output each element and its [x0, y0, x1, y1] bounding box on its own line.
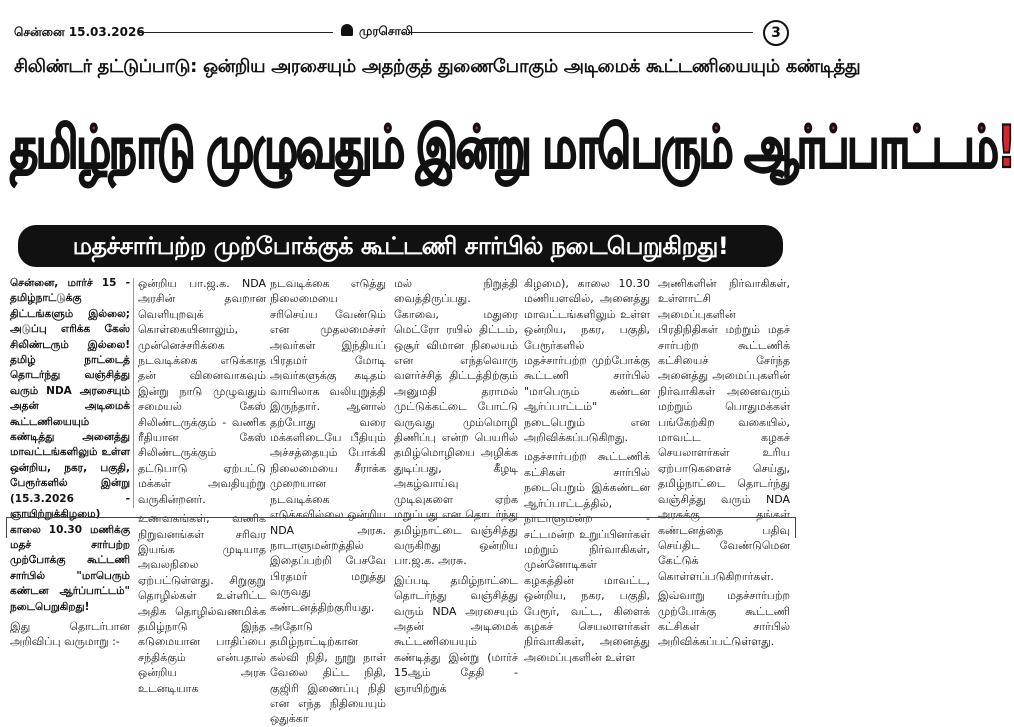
edition-date: சென்னை 15.03.2026: [14, 25, 145, 39]
sun-emblem-icon: [341, 24, 353, 36]
article-column-6: [658, 276, 790, 649]
article-column-3: [270, 276, 386, 726]
paragraph: அதோடு தமிழ்நாட்டிற்கான கல்வி நிதி, நூறு நாள் வேலை திட்ட நிதி, குஜிரி இணைப்பு நிதி என எந்த நிதியையும் ஒதுக்கா: [270, 619, 386, 726]
article-column-5: [524, 276, 650, 664]
header-rule-left: [138, 32, 333, 33]
page-header: [8, 20, 792, 42]
column-divider: [133, 278, 134, 508]
article-column-4: [394, 276, 518, 695]
paragraph: இது தொடர்பான அறிவிப்பு வருமாறு :-: [10, 619, 130, 649]
paragraph: உணவகங்கள், வணிக நிறுவனங்கள் சரிவர இயங்க முடியாத அவலநிலை ஏற்பட்டுள்ளது. சிறுகுறு தொழில்கள் உள்ளிட்ட அதிக தொழில்வணமிக்க தமிழ்நாடு இந்த கடுமையான பாதிப்பை சந்திக்கும் என்பதால் ஒன்றிய அரசு உடனடியாக: [138, 512, 266, 695]
paragraph: அணிகளின் நிர்வாகிகள், உள்ளாட்சி அமைப்புகளின் பிரதிநிதிகள் மற்றும் மதச் சார்பற்ற கூட்டணிக் கட்சியைச் சேர்ந்த அனைத்து அமைப்புகளின் நிர்வாகிகள் அனைவரும் மற்றும் பொதுமக்கள் பங்கேற்கிற வகையில், மாவட்ட கழகச் செயலாளர்கள் உரிய ஏற்பாடுகளைச் செய்து, தமிழ்நாட்டை தொடர்ந்து வஞ்சித்து வரும் NDA அரசுக்கு தங்கள் கண்டனத்தை பதிவு செய்திட வேண்டுமென கேட்டுக் கொள்ளப்படுகிறார்கள்.: [658, 277, 790, 583]
paragraph: ஒன்றிய பா.ஜ.க. NDA அரசின் தவறான வெளியுறவுக் கொள்கையினாலும், முன்னெச்சரிக்கை நடவடிக்கை எடுக்காத தன் வினைவாகவும் இன்று நாடு முழுவதும் சமையல் கேஸ் சிலிண்டருக்கும் - வணிக ரீதியான கேஸ் சிலிண்டருக்கும் தட்டுபாடு ஏற்பட்டு மக்கள் அவதியுற்று வருகின்றனர்.: [138, 277, 266, 506]
article-column-1: [10, 276, 130, 649]
paragraph: இவ்வாறு மதச்சார்பற்ற முற்போக்கு கூட்டணி கட்சிகள் சார்பில் அறிவிக்கப்பட்டுள்ளது.: [658, 589, 790, 649]
paragraph: மல் நிறுத்தி வைத்திருப்பது. கோவை, மதுரை மெட்ரோ ரயில் திட்டம், ஒசூர் விமான நிலையம் என எந்தவொரு வளர்ச்சித் திட்டத்திற்கும் அனுமதி தராமல் முட்டுக்கட்டை போட்டு வருவது மும்மொழி திணிப்பு என்ற பெயரில் தமிழ்மொழியை அழிக்க துடிப்பது, கீழடி அகழ்வாய்வு முடிவுகளை ஏற்க மறுப்பது என தொடர்ந்து தமிழ்நாட்டை வஞ்சித்து வருகிறது ஒன்றிய பா.ஜ.க. அரசு.: [394, 277, 518, 568]
brand-name: முரசொலி: [359, 24, 413, 38]
page-number: 3: [763, 20, 789, 46]
lead-paragraph: சென்னை, மார்ச் 15 - தமிழ்நாட்டுக்கு திட்டங்களும் இல்லை; அடுப்பு எரிக்க கேஸ் சிலிண்டரும் இல்லை! தமிழ் நாட்டைத் தொடர்ந்து வஞ்சித்து வரும் NDA அரசையும் அதன் அடிமைக் கூட்டணியையும் கண்டித்து அனைத்து மாவட்டங்களிலும் உள்ள ஒன்றிய, நகர, பகுதி, பேரூர்களில் இன்று (15.3.2026 - ஞாயிற்றுக்கிழமை) காலை 10.30 மணிக்கு மதச் சார்பற்ற முற்போக்கு கூட்டணி சார்பில் "மாபெரும் கண்டன ஆர்ப்பாட்டம்" நடைபெறுகிறது!: [10, 277, 130, 613]
article-body: [8, 276, 792, 726]
subhead-banner: மதச்சார்பற்ற முற்போக்குக் கூட்டணி சார்பில் நடைபெறுகிறது!: [18, 225, 783, 267]
paragraph: இப்படி தமிழ்நாட்டை தொடர்ந்து வஞ்சித்து வரும் NDA அரசையும் அதன் அடிமைக் கூட்டணியையும் கண்டித்து இன்று (மார்ச் 15ஆம் தேதி - ஞாயிற்றுக்: [394, 573, 518, 695]
kicker-line: சிலிண்டர் தட்டுப்பாடு: ஒன்றிய அரசையும் அதற்குத் துணைபோகும் அடிமைக் கூட்டணியையும் கண்டித்து: [14, 56, 861, 77]
masthead-brand: [341, 24, 413, 40]
paragraph: கிழமை), காலை 10.30 மணியளவில், அனைத்து மாவட்டங்களிலும் உள்ள ஒன்றிய, நகர, பகுதி, பேரூர்களில் மதச்சார்பற்ற முற்போக்கு கூட்டணி சார்பில் "மாபெரும் கண்டன ஆர்ப்பாட்டம்" நடைபெறும் என அறிவிக்கப்படுகிறது.: [524, 277, 650, 445]
header-rule-right: [408, 32, 753, 33]
article-column-2: [138, 276, 266, 695]
paragraph: நடவடிக்கை எடுத்து நிலைமையை சரிசெய்ய வேண்டும் என முதலமைச்சர் அவர்கள் இந்தியப் பிரதமர் மோடி அவர்களுக்கு கடிதம் வாயிலாக வலியுறுத்தி இருந்தார். ஆனால் தற்போது வரை மக்களிடையே பீதியும் அச்சத்தையும் போக்கி நிலைமையை சீராக்க முறையான நடவடிக்கை எடுக்கவில்லை ஒன்றிய NDA அரசு. நாடாளுமன்றத்தில் இதைப்பற்றி பேசவே பிரதமர் மறுத்து வருவது கண்டனத்திற்குரியது.: [270, 277, 386, 614]
next-section-box: [6, 517, 796, 538]
main-headline: தமிழ்நாடு முழுவதும் இன்று மாபெரும் ஆர்ப்பாட்டம்!: [10, 114, 1014, 182]
paragraph: மதச்சார்பற்ற கூட்டணிக் கட்சிகள் சார்பில் நடைபெறும் இக்கண்டன ஆர்ப்பாட்டத்தில், நாடாளுமன்ற - சட்டமன்ற உறுப்பினர்கள் மற்றும் நிர்வாகிகள், முன்னோடிகள் கழகத்தின் மாவட்ட, ஒன்றிய, நகர, பகுதி, பேரூர், வட்ட, கிளைக் கழகச் செயலாளர்கள் நிர்வாகிகள், அனைத்து அமைப்புகளின் உள்ள: [524, 450, 650, 664]
